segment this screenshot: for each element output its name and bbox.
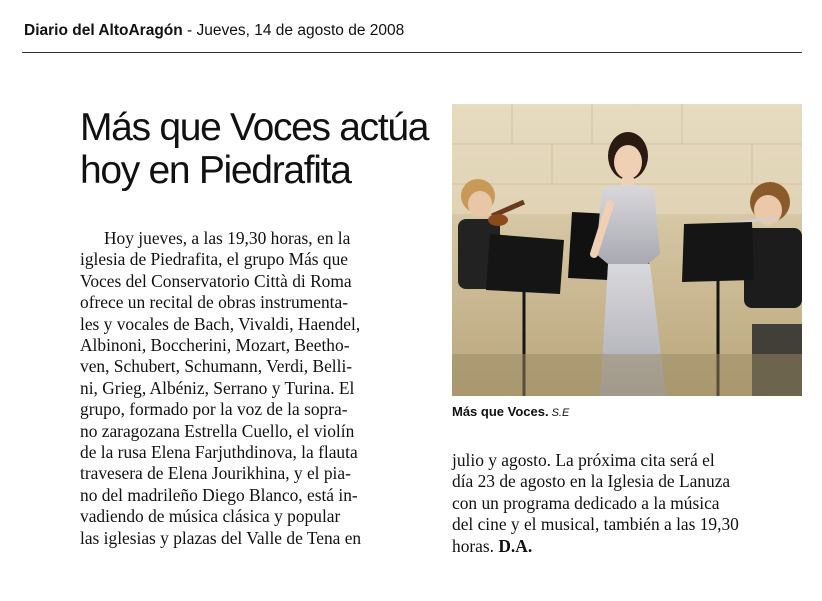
body-line: grupo, formado por la voz de la sopra- (80, 399, 348, 420)
photo-caption (452, 404, 802, 419)
headline-line: hoy en Piedrafita (80, 149, 351, 192)
headline (80, 106, 440, 192)
body-line: Albinoni, Boccherini, Mozart, Beetho- (80, 335, 350, 356)
article-column-1 (80, 228, 425, 549)
caption-title: Más que Voces. (452, 404, 549, 419)
author-signature: D.A. (498, 535, 533, 556)
body-line: vadiendo de música clásica y popular (80, 506, 341, 527)
body-line: del cine y el musical, también a las 19,30 (452, 514, 739, 535)
body-line: ni, Grieg, Albéniz, Serrano y Turina. El (80, 377, 355, 398)
body-line: julio y agosto. La próxima cita será el (452, 450, 715, 470)
masthead-separator: - (182, 22, 197, 39)
caption-credit: S.E (551, 407, 570, 419)
body-line: Hoy jueves, a las 19,30 horas, en la (104, 228, 351, 248)
body-line: les y vocales de Bach, Vivaldi, Haendel, (80, 313, 361, 334)
body-line: travesera de Elena Jourikhina, y el pia- (80, 463, 351, 484)
body-line: las iglesias y plazas del Valle de Tena en (80, 527, 362, 548)
body-line: ofrece un recital de obras instrumenta- (80, 292, 348, 313)
body-line: de la rusa Elena Farjuthdinova, la flauta (80, 442, 358, 463)
last-line-text: horas. (452, 535, 499, 556)
article-photo (452, 104, 802, 396)
body-line: con un programa dedicado a la música (452, 492, 720, 513)
body-line: no zaragozana Estrella Cuello, el violín (80, 420, 355, 441)
article-column-2 (452, 450, 800, 557)
concert-photo-illustration (452, 104, 802, 396)
body-line-last (452, 536, 800, 557)
body-line: ven, Schubert, Schumann, Verdi, Belli- (80, 356, 353, 377)
body-line: iglesia de Piedrafita, el grupo Más que (80, 249, 349, 270)
publication-date: Jueves, 14 de agosto de 2008 (196, 22, 405, 39)
body-line: Voces del Conservatorio Città di Roma (80, 270, 352, 291)
body-line: no del madrileño Diego Blanco, está in- (80, 484, 358, 505)
masthead (24, 22, 800, 40)
headline-line: Más que Voces actúa (80, 106, 429, 149)
newspaper-name: Diario del AltoAragón (24, 22, 183, 39)
masthead-rule (22, 52, 802, 53)
body-line: día 23 de agosto en la Iglesia de Lanuza (452, 471, 731, 492)
